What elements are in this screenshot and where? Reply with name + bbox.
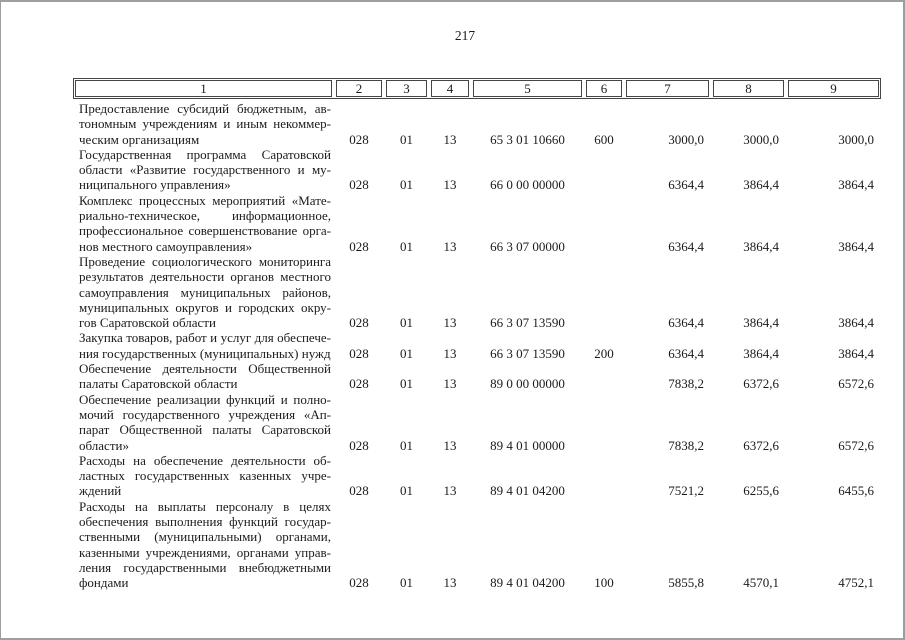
- cell-c9: 3864,4: [838, 238, 874, 254]
- table-row: [73, 453, 881, 499]
- cell-c8: 3864,4: [743, 238, 779, 254]
- column-header-1: 1: [75, 80, 332, 97]
- cell-c2: 028: [349, 177, 369, 193]
- column-header-2: 2: [336, 80, 382, 97]
- cell-c4: 13: [443, 177, 457, 193]
- cell-c9: 6455,6: [838, 483, 874, 499]
- table-row: [73, 254, 881, 330]
- column-header-3: 3: [386, 80, 427, 97]
- cell-c7: 7838,2: [668, 437, 704, 453]
- cell-c8: 6372,6: [743, 437, 779, 453]
- cell-c5: 65 3 01 10660: [490, 131, 565, 147]
- cell-c4: 13: [443, 131, 457, 147]
- cell-c3: 01: [400, 131, 413, 147]
- cell-c5: 66 0 00 00000: [490, 177, 565, 193]
- cell-c2: 028: [349, 345, 369, 361]
- cell-c6: 100: [594, 575, 614, 591]
- cell-c8: 3000,0: [743, 131, 779, 147]
- cell-c9: 6572,6: [838, 437, 874, 453]
- cell-c3: 01: [400, 315, 413, 331]
- cell-c9: 4752,1: [838, 575, 874, 591]
- cell-c7: 6364,4: [668, 238, 704, 254]
- cell-c4: 13: [443, 575, 457, 591]
- row-name: Государственная программа Саратовской области «Развитие государственного и му- ниципального управления»: [79, 146, 331, 193]
- row-name: Обеспечение реализации функций и полно- мочий государственного учреждения «Ап- парат Общественной палаты Саратовской области»: [79, 391, 331, 453]
- cell-c6: 200: [594, 345, 614, 361]
- column-header-6: 6: [586, 80, 622, 97]
- table-row: [73, 392, 881, 453]
- cell-c4: 13: [443, 483, 457, 499]
- cell-c4: 13: [443, 376, 457, 392]
- cell-c8: 6255,6: [743, 483, 779, 499]
- table-row: [73, 361, 881, 392]
- cell-c7: 7838,2: [668, 376, 704, 392]
- column-header-7: 7: [626, 80, 709, 97]
- table-body: [73, 101, 881, 591]
- cell-c2: 028: [349, 575, 369, 591]
- cell-c3: 01: [400, 483, 413, 499]
- cell-c4: 13: [443, 345, 457, 361]
- cell-c5: 89 4 01 00000: [490, 437, 565, 453]
- cell-c8: 4570,1: [743, 575, 779, 591]
- column-header-4: 4: [431, 80, 469, 97]
- column-header-8: 8: [713, 80, 784, 97]
- cell-c2: 028: [349, 315, 369, 331]
- cell-c8: 6372,6: [743, 376, 779, 392]
- row-name: Проведение социологического мониторинга результатов деятельности органов местного самоуправления муниципальных районов, муниципальных округов и городских окру- гов Саратовской области: [79, 253, 331, 331]
- cell-c6: 600: [594, 131, 614, 147]
- budget-table: [73, 78, 881, 591]
- cell-c4: 13: [443, 238, 457, 254]
- cell-c2: 028: [349, 483, 369, 499]
- cell-c2: 028: [349, 238, 369, 254]
- cell-c5: 66 3 07 00000: [490, 238, 565, 254]
- cell-c2: 028: [349, 437, 369, 453]
- cell-c9: 3864,4: [838, 315, 874, 331]
- cell-c8: 3864,4: [743, 345, 779, 361]
- cell-c9: 6572,6: [838, 376, 874, 392]
- cell-c4: 13: [443, 315, 457, 331]
- cell-c9: 3864,4: [838, 177, 874, 193]
- cell-c5: 89 4 01 04200: [490, 575, 565, 591]
- table-row: [73, 101, 881, 147]
- row-name: Расходы на выплаты персоналу в целях обеспечения выполнения функций государ- ственными (муниципальными) органами, казенными учреждениями, органами управ- ления государственными внебюджетными фондами: [79, 498, 331, 591]
- cell-c3: 01: [400, 238, 413, 254]
- cell-c7: 5855,8: [668, 575, 704, 591]
- cell-c2: 028: [349, 376, 369, 392]
- cell-c8: 3864,4: [743, 177, 779, 193]
- table-row: [73, 330, 881, 361]
- cell-c7: 3000,0: [668, 131, 704, 147]
- cell-c5: 89 4 01 04200: [490, 483, 565, 499]
- table-row: [73, 193, 881, 254]
- cell-c3: 01: [400, 376, 413, 392]
- cell-c3: 01: [400, 177, 413, 193]
- row-name: Комплекс процессных мероприятий «Мате- риально-техническое, информационное, профессиональное совершенствование орга- нов местного самоуправления»: [79, 192, 331, 254]
- table-row: [73, 499, 881, 591]
- row-name: Закупка товаров, работ и услуг для обеспече- ния государственных (муниципальных) нужд: [79, 330, 331, 361]
- table-header-row: [73, 78, 881, 99]
- cell-c9: 3864,4: [838, 345, 874, 361]
- cell-c7: 6364,4: [668, 315, 704, 331]
- cell-c8: 3864,4: [743, 315, 779, 331]
- cell-c5: 66 3 07 13590: [490, 315, 565, 331]
- cell-c7: 6364,4: [668, 177, 704, 193]
- table-row: [73, 147, 881, 193]
- cell-c5: 89 0 00 00000: [490, 376, 565, 392]
- cell-c3: 01: [400, 437, 413, 453]
- row-name: Обеспечение деятельности Общественной палаты Саратовской области: [79, 361, 331, 392]
- row-name: Расходы на обеспечение деятельности об- ластных государственных казенных учре- ждений: [79, 452, 331, 499]
- cell-c7: 6364,4: [668, 345, 704, 361]
- cell-c3: 01: [400, 575, 413, 591]
- cell-c7: 7521,2: [668, 483, 704, 499]
- cell-c5: 66 3 07 13590: [490, 345, 565, 361]
- cell-c3: 01: [400, 345, 413, 361]
- column-header-9: 9: [788, 80, 879, 97]
- column-header-5: 5: [473, 80, 582, 97]
- row-name: Предоставление субсидий бюджетным, ав- тономным учреждениям и иным некоммер- ческим организациям: [79, 101, 331, 147]
- cell-c2: 028: [349, 131, 369, 147]
- cell-c9: 3000,0: [838, 131, 874, 147]
- page-number: 217: [454, 28, 476, 43]
- cell-c4: 13: [443, 437, 457, 453]
